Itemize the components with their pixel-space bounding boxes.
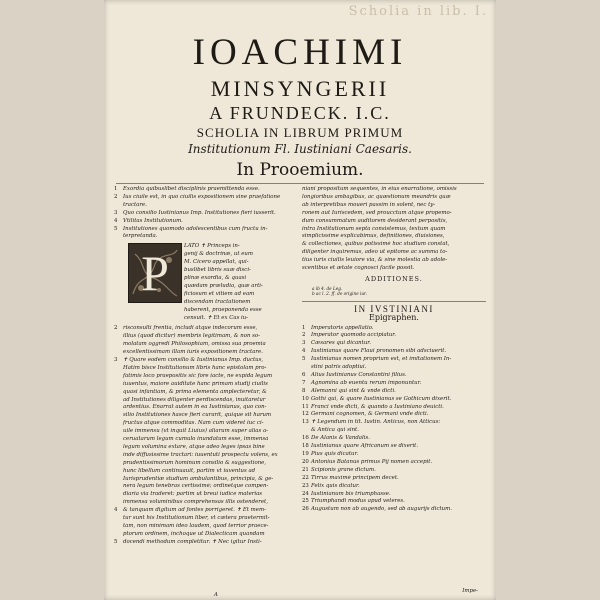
summary-list xyxy=(114,186,290,241)
bleed-through-text: Scholia in lib. I. xyxy=(348,4,488,19)
text-line: ronem aut Iuriscedem, sed proucctum atque propemo- xyxy=(302,209,452,216)
initial-paragraph xyxy=(114,243,290,323)
title-work: SCHOLIA IN LIBRUM PRIMUM xyxy=(196,125,404,140)
text-line: scentibus et ætate cognosci facile possit. xyxy=(302,265,415,272)
additiones-heading: ADDITIONES. xyxy=(365,274,423,283)
text-line: silio Institutiones hasce fieri curarit, quique sit harum xyxy=(123,412,272,419)
text-line: haberent, praeponenda esse xyxy=(184,306,262,313)
list-item: 22 Tirrus maximè principem decet. xyxy=(302,474,399,481)
catchword: Impe- xyxy=(462,588,478,594)
list-item: 24 Iustinianum bis triumphasse. xyxy=(302,490,391,497)
summary-line: terpretanda. xyxy=(123,233,158,240)
section-rule xyxy=(302,301,486,302)
list-item: 1 Imperatoris appellatio. xyxy=(302,324,374,331)
summary-line: 1 Exordia quibuslibet disciplinis praemittenda esse. xyxy=(114,186,260,192)
list-item: 26 Augustum non ab augendo, sed ab augurijs dictum. xyxy=(302,506,452,513)
text-line: illius (quod dicitur) membris legitimam, & non so- xyxy=(123,333,260,340)
epigraph-title: IN IVSTINIANI xyxy=(354,303,434,314)
text-line: niani propositum sequentes, in eius enarratione, omissis xyxy=(302,186,457,192)
epigraph-summary-list xyxy=(302,325,486,515)
text-line: genij & doctrinæ, ut eum xyxy=(184,251,254,258)
text-line: ficiosum et vitiem ad eam xyxy=(184,290,255,297)
initial-letter: P xyxy=(141,245,169,302)
text-line: uile immensu (vt inquit Liuius) aliarum super alias a- xyxy=(123,428,268,435)
text-line: & collectiones, quibus potissimè hoc studium constat, xyxy=(302,241,450,248)
text-line: ardentius. Enarrat autem in ea Iustinianus, quo con- xyxy=(123,404,267,411)
list-item: 7 Agnomina ab euentu rerum imponuntur. xyxy=(302,379,422,386)
additio-note: b ac l. 2. ff. de origine iur. xyxy=(312,291,367,297)
text-line: buslibet libris suæ disci- xyxy=(184,267,251,274)
title-subject: Institutionum Fl. Iustiniani Caesaris. xyxy=(188,142,412,156)
title-author-last: MINSYNGERII xyxy=(210,76,390,101)
text-line: tius iuris ciuilis leuiore via, & sine molestia ab adole- xyxy=(302,257,448,264)
text-line: censuit. ✝ Et e̅x Cas̅ iu- xyxy=(184,314,249,321)
text-line: ab interpretibus moueri passim in̅ solent, nec ty- xyxy=(302,201,436,208)
list-item: & Antica qui sint. xyxy=(311,427,359,434)
text-line: immensa voluminibus comprehensas illis ostenderet, xyxy=(123,499,268,506)
text-line: quasi infantiam, & prima elementa amplecteretur, & xyxy=(123,388,267,395)
list-item: 3 Cæsares qui dicantur. xyxy=(302,340,371,347)
text-line: fructus atque commoditas. Nam cum videret iuc ci- xyxy=(123,420,264,427)
title-author-origin: A FRUNDECK. I.C. xyxy=(209,103,391,123)
list-item: 2 Imperator quomodo accipiatur. xyxy=(302,332,397,339)
list-item: 25 Triumphandi modus apud veteres. xyxy=(302,498,405,505)
initial-side-text xyxy=(184,243,290,322)
text-line: ad Institutiones diligenter perdiscendas, inuitaretur xyxy=(123,396,266,403)
title-author-first: IOACHIMI xyxy=(192,32,408,73)
list-item: 19 Pius quis dicatur. xyxy=(302,451,359,457)
list-item: 18 Iustinianus quare Africanum se dixerit. xyxy=(302,443,419,450)
summary-line: tractare. xyxy=(123,201,147,208)
list-item: 20 Antonius Batanus primus Pij nomen accepit. xyxy=(302,458,433,465)
list-item: stini patris adoptiui. xyxy=(311,364,367,371)
text-line: nera legum tenebras certissimè; ordinetque compen- xyxy=(123,483,269,490)
right-column xyxy=(302,186,486,514)
text-line: excellentissimam illam iuris expositionem tractare. xyxy=(123,349,263,356)
summary-line: 2 Ius ciuile est, in quo ciuilis expositionem sine praefatione xyxy=(114,193,281,200)
text-line: Hatim bis̅ce Institutionum libris hanc epistolam pro- xyxy=(123,364,267,371)
text-line: M. Cicero appellat, qui- xyxy=(184,259,249,266)
text-line: quædam præludia, quæ arti- xyxy=(184,282,263,289)
text-line: simplicissime explicabimus, definitiones, diuisiones, xyxy=(302,233,445,240)
heading-rule xyxy=(116,183,484,184)
list-item: 13 ✝ Legendum in tit. Iustin. Anticus, non Atticus: xyxy=(302,419,441,426)
text-line: plinæ exordia, & quasi xyxy=(184,274,247,281)
text-line: fatimis loco praepositis sic fore iacte, ne exp̅ida legum xyxy=(123,372,273,379)
additio-note: a ib̅ 4. de Leg. xyxy=(312,285,343,291)
signature-mark: A xyxy=(214,592,218,598)
list-item: 10 Gothi qui, & quare Iustinianus se Gothicum dixerit. xyxy=(302,395,452,402)
list-item: 8 Alemanni qui sint & vnde dicti. xyxy=(302,387,396,394)
text-line: hunc libellum continuauit, partim vt iuventus ad xyxy=(123,467,256,474)
list-item: 21 Scipionis grane dictum. xyxy=(302,466,376,473)
text-line: 3 ✝ Quare eodem consilio & Iustinianus Imp. ductus, xyxy=(114,356,264,363)
summary-line: 4 Vtilitas Institutionum. xyxy=(114,217,183,224)
list-item: 4 Iustinianus quare Flaui pronomen sibi adsciuerit. xyxy=(302,348,447,355)
text-line: LATO ✝ Princeps in- xyxy=(184,243,240,250)
epigraph-subtitle: Epigraphen. xyxy=(369,312,419,322)
text-line: 2 risconsulti frentia, includi a̅tque indecorum esse, xyxy=(114,325,258,332)
text-line: longioribus ambagibus, ac quæstionum meandris quæ xyxy=(302,193,451,200)
text-line: diaria via traderet: partim ut breui iudice materias xyxy=(123,491,263,498)
text-line: diligenter inquiremus, adeo ut epitome ac summa to- xyxy=(302,249,448,256)
text-line: 5 docendi methodum completitur. ✝ Nec igitur Insti- xyxy=(114,538,262,545)
text-line: tur sunt his Institutionum liber, vt cætera praetermit- xyxy=(123,515,270,522)
text-line: legum volumina extare, atque adeo leges ipsas bine xyxy=(123,443,265,450)
section-heading: In Prooemium. xyxy=(236,160,364,180)
summary-line: 5 Institutiones quomodo adolescentibus cum fructu in- xyxy=(114,225,268,232)
list-item: 12 Germani cognomen, & Germani vnde dicti. xyxy=(302,411,429,418)
left-body-text xyxy=(114,325,290,546)
text-line: inde diffusissime tractari: iuuentuti prospectu volens, ex xyxy=(123,451,278,458)
book-page xyxy=(104,0,496,600)
summary-line: 3 Quo consilio Iustinianus Imp. Institutiones fieri iusserit. xyxy=(114,209,276,216)
left-column xyxy=(114,186,290,547)
list-item: 16 De Alanis & Vandalis. xyxy=(302,435,370,442)
text-line: ceruatarum legum cumulo inundatum esse, immensa xyxy=(123,436,269,443)
list-item: 23 Felix quis dicatur. xyxy=(302,482,360,489)
text-line: Iurisprudentiæ studium ambulantibus, principia, & ge- xyxy=(123,475,274,482)
text-line: ptorum ordinem, inchoque ut Dialecticam quandam xyxy=(123,530,265,537)
list-item: 11 Franci vnde dicti, & quando a Iustiniano deuicti. xyxy=(302,403,444,410)
right-top-text xyxy=(302,186,486,273)
text-line: discendam tractationem xyxy=(184,298,251,305)
text-line: prudentissimorum hominum consilio & suggestione, xyxy=(123,459,267,466)
text-line: intra Institutionum septa consistemus, textum quam xyxy=(302,225,446,232)
list-item: 6 Alius Iustinianus Constantini filius. xyxy=(302,371,407,378)
text-line: dum consummatum auditorem desiderant perpositis, xyxy=(302,217,448,224)
text-line: 4 & tanquam digitum ad fontes porrigeret. ✝ Et mem- xyxy=(114,507,266,514)
text-line: iuuentus, maiore auiditate hanc primam studij ciuilis xyxy=(123,380,268,387)
decorated-initial xyxy=(128,243,182,303)
text-line: tam, non minimam ideo laudem, quod terrior praece- xyxy=(123,523,269,529)
list-item: 5 Iustinianus nomen proprium est, et imitationem In- xyxy=(302,356,452,363)
text-line: molatam oggredi Philosophiam, omissa sua proemia xyxy=(123,341,266,348)
